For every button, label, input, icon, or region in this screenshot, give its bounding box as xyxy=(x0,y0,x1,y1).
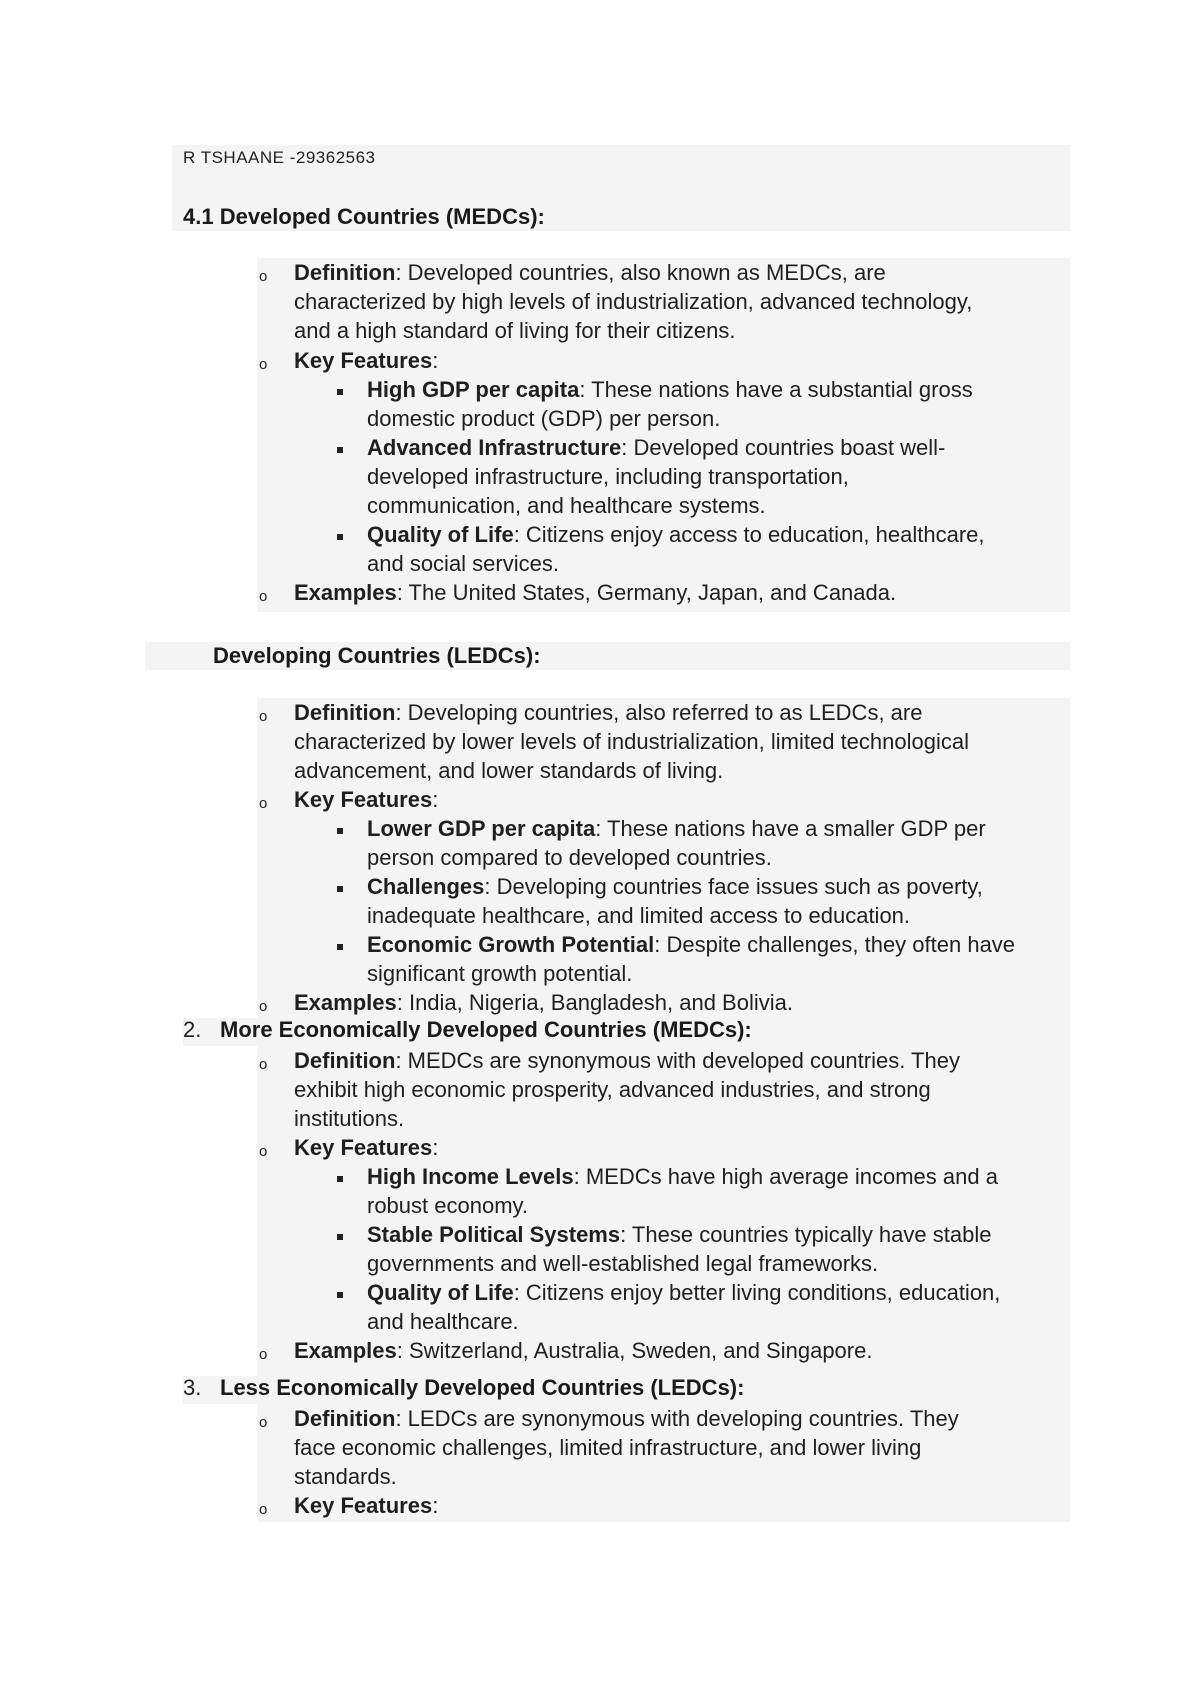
examples-line xyxy=(294,1336,872,1365)
definition-line: institutions. xyxy=(294,1106,405,1131)
feature-text: : These nations have a substantial gross xyxy=(579,377,973,402)
circle-bullet-icon: o xyxy=(259,1056,268,1073)
feature-line xyxy=(367,1278,1000,1307)
circle-bullet-icon: o xyxy=(259,795,268,812)
square-bullet-icon xyxy=(337,1292,343,1298)
circle-bullet-icon: o xyxy=(259,998,268,1015)
feature-line xyxy=(367,520,985,549)
definition-line: and a high standard of living for their citizens. xyxy=(294,318,736,343)
definition-text: : LEDCs are synonymous with developing countries. They xyxy=(395,1406,959,1431)
key-features-line xyxy=(294,1133,438,1162)
feature-line: robust economy. xyxy=(367,1193,529,1218)
section-heading-developed: 4.1 Developed Countries (MEDCs): xyxy=(183,204,545,229)
feature-label: High GDP per capita xyxy=(367,377,580,402)
author-id: R TSHAANE -29362563 xyxy=(183,148,376,167)
key-features-line xyxy=(294,346,438,375)
feature-line: developed infrastructure, including transportation, xyxy=(367,464,849,489)
feature-label: Challenges xyxy=(367,874,485,899)
feature-text: : Citizens enjoy access to education, healthcare, xyxy=(513,522,985,547)
feature-label: Advanced Infrastructure xyxy=(367,435,622,460)
definition-line: standards. xyxy=(294,1464,397,1489)
square-bullet-icon xyxy=(337,1234,343,1240)
list-number: 2. xyxy=(183,1017,202,1042)
feature-line: inadequate healthcare, and limited access to education. xyxy=(367,903,911,928)
definition-line: exhibit high economic prosperity, advanced industries, and strong xyxy=(294,1077,931,1102)
definition-text: : MEDCs are synonymous with developed countries. They xyxy=(395,1048,960,1073)
circle-bullet-icon: o xyxy=(259,1501,268,1518)
feature-line: and social services. xyxy=(367,551,559,576)
key-features-label: Key Features xyxy=(294,787,433,812)
feature-line: significant growth potential. xyxy=(367,961,633,986)
definition-text: : Developed countries, also known as MEDCs, are xyxy=(395,260,886,285)
square-bullet-icon xyxy=(337,389,343,395)
key-features-line xyxy=(294,785,438,814)
list-number: 3. xyxy=(183,1375,202,1400)
square-bullet-icon xyxy=(337,534,343,540)
circle-bullet-icon: o xyxy=(259,268,268,285)
circle-bullet-icon: o xyxy=(259,356,268,373)
definition-label: Definition xyxy=(294,700,396,725)
feature-label: Economic Growth Potential xyxy=(367,932,655,957)
definition-label: Definition xyxy=(294,260,396,285)
square-bullet-icon xyxy=(337,828,343,834)
definition-line: characterized by high levels of industrialization, advanced technology, xyxy=(294,289,973,314)
feature-label: Stable Political Systems xyxy=(367,1222,621,1247)
feature-text: : Despite challenges, they often have xyxy=(654,932,1016,957)
feature-text: : Developing countries face issues such as poverty, xyxy=(484,874,983,899)
circle-bullet-icon: o xyxy=(259,588,268,605)
feature-line: governments and well-established legal frameworks. xyxy=(367,1251,879,1276)
definition-line: face economic challenges, limited infrastructure, and lower living xyxy=(294,1435,922,1460)
key-features-label: Key Features xyxy=(294,348,433,373)
key-features-label: Key Features xyxy=(294,1135,433,1160)
feature-line xyxy=(367,1220,991,1249)
definition-line: characterized by lower levels of industrialization, limited technological xyxy=(294,729,969,754)
examples-label: Examples xyxy=(294,1338,397,1363)
feature-line xyxy=(367,375,973,404)
examples-label: Examples xyxy=(294,990,397,1015)
feature-line: domestic product (GDP) per person. xyxy=(367,406,721,431)
examples-line xyxy=(294,578,896,607)
colon: : xyxy=(432,1135,439,1160)
feature-line xyxy=(367,930,1015,959)
feature-line xyxy=(367,433,945,462)
square-bullet-icon xyxy=(337,1176,343,1182)
feature-line: person compared to developed countries. xyxy=(367,845,772,870)
section-heading-developing: Developing Countries (LEDCs): xyxy=(213,643,541,668)
feature-text: : Citizens enjoy better living conditions, education, xyxy=(513,1280,1001,1305)
feature-label: Quality of Life xyxy=(367,1280,514,1305)
examples-text: : India, Nigeria, Bangladesh, and Bolivia. xyxy=(396,990,793,1015)
feature-label: Lower GDP per capita xyxy=(367,816,596,841)
circle-bullet-icon: o xyxy=(259,1143,268,1160)
feature-label: Quality of Life xyxy=(367,522,514,547)
feature-line: and healthcare. xyxy=(367,1309,519,1334)
definition-label: Definition xyxy=(294,1048,396,1073)
section-heading-ledcs: Less Economically Developed Countries (LEDCs): xyxy=(220,1375,745,1400)
examples-text: : The United States, Germany, Japan, and Canada. xyxy=(396,580,897,605)
section-heading-medcs: More Economically Developed Countries (MEDCs): xyxy=(220,1017,752,1042)
square-bullet-icon xyxy=(337,886,343,892)
circle-bullet-icon: o xyxy=(259,708,268,725)
examples-text: : Switzerland, Australia, Sweden, and Singapore. xyxy=(396,1338,873,1363)
key-features-label: Key Features xyxy=(294,1493,433,1518)
definition-line xyxy=(294,258,886,287)
feature-label: High Income Levels xyxy=(367,1164,574,1189)
feature-text: : These countries typically have stable xyxy=(620,1222,992,1247)
definition-label: Definition xyxy=(294,1406,396,1431)
circle-bullet-icon: o xyxy=(259,1414,268,1431)
feature-line: communication, and healthcare systems. xyxy=(367,493,766,518)
feature-text: : MEDCs have high average incomes and a xyxy=(573,1164,998,1189)
square-bullet-icon xyxy=(337,447,343,453)
colon: : xyxy=(432,787,439,812)
definition-line: advancement, and lower standards of living. xyxy=(294,758,724,783)
definition-text: : Developing countries, also referred to as LEDCs, are xyxy=(395,700,923,725)
definition-line xyxy=(294,1046,960,1075)
feature-text: : Developed countries boast well- xyxy=(621,435,946,460)
definition-line xyxy=(294,698,922,727)
colon: : xyxy=(432,1493,439,1518)
colon: : xyxy=(432,348,439,373)
circle-bullet-icon: o xyxy=(259,1346,268,1363)
key-features-line xyxy=(294,1491,438,1520)
examples-label: Examples xyxy=(294,580,397,605)
definition-line xyxy=(294,1404,959,1433)
feature-line xyxy=(367,1162,998,1191)
feature-line xyxy=(367,814,986,843)
square-bullet-icon xyxy=(337,944,343,950)
feature-line xyxy=(367,872,983,901)
examples-line xyxy=(294,988,793,1017)
feature-text: : These nations have a smaller GDP per xyxy=(595,816,986,841)
